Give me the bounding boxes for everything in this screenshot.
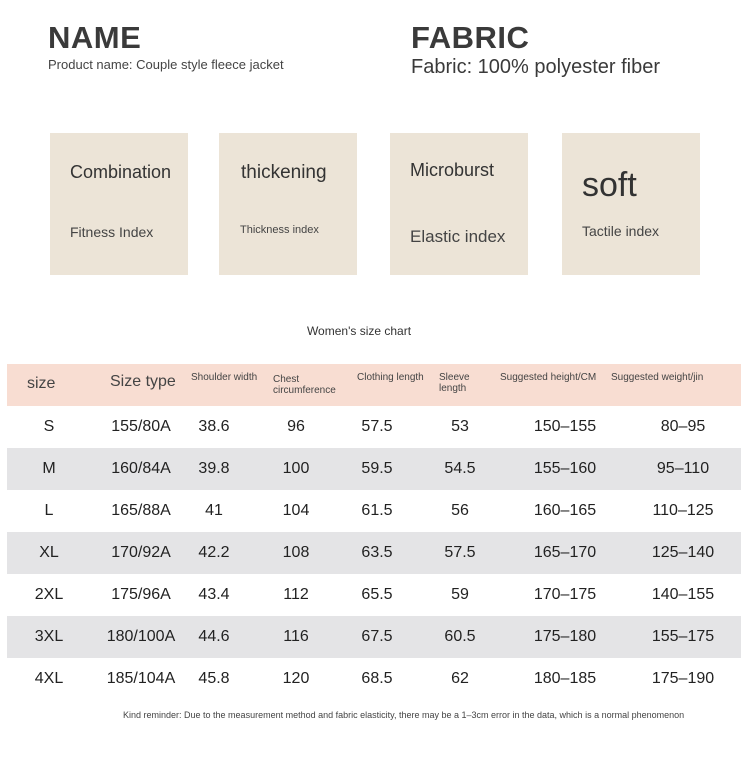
fitness-index-card [50, 133, 188, 275]
size-chart-table [7, 364, 741, 700]
cell-size: 4XL [34, 670, 64, 687]
cell-chest: 120 [282, 670, 310, 687]
cell-weight: 175–190 [651, 670, 715, 687]
cell-sleeve: 59 [451, 586, 469, 603]
elastic-index-card [390, 133, 528, 275]
cell-height: 150–155 [533, 418, 597, 435]
header-chest-circumference: Chest circumference [273, 374, 336, 396]
cell-chest: 96 [287, 418, 305, 435]
cell-size-type: 155/80A [111, 418, 171, 435]
cell-height: 160–165 [533, 502, 597, 519]
name-heading: NAME [48, 20, 142, 55]
cell-height: 175–180 [533, 628, 597, 645]
product-name-text: Product name: Couple style fleece jacket [48, 57, 284, 72]
cell-shoulder: 43.4 [198, 586, 230, 603]
header-shoulder-width: Shoulder width [191, 372, 258, 383]
cell-size-type: 175/96A [111, 586, 171, 603]
card-subtitle: Tactile index [582, 223, 660, 239]
cell-height: 165–170 [533, 544, 597, 561]
header-size-type: Size type [110, 373, 176, 390]
cell-length: 67.5 [361, 628, 393, 645]
cell-weight: 110–125 [652, 502, 714, 519]
cell-sleeve: 62 [451, 670, 469, 687]
cell-shoulder: 38.6 [198, 418, 230, 435]
cell-weight: 140–155 [651, 586, 715, 603]
card-subtitle: Thickness index [240, 224, 319, 236]
cell-size: S [43, 418, 55, 435]
table-row [7, 406, 741, 448]
fabric-text: Fabric: 100% polyester fiber [411, 56, 661, 78]
cell-shoulder: 45.8 [198, 670, 230, 687]
cell-length: 57.5 [361, 418, 393, 435]
table-row [7, 490, 741, 532]
cell-shoulder: 39.8 [198, 460, 230, 477]
card-title: Combination [70, 162, 172, 182]
cell-shoulder: 44.6 [198, 628, 230, 645]
table-row [7, 448, 741, 490]
table-header-row [7, 364, 741, 406]
cell-size: 3XL [34, 628, 64, 645]
cell-chest: 112 [283, 586, 309, 603]
header-sleeve-length: Sleeve length [439, 372, 470, 394]
card-title: Microburst [410, 160, 495, 180]
cell-sleeve: 56 [451, 502, 469, 519]
cell-size: M [42, 460, 56, 477]
cell-length: 61.5 [361, 502, 393, 519]
header-suggested-weight: Suggested weight/jin [611, 372, 704, 383]
cell-height: 155–160 [533, 460, 597, 477]
thickness-index-card [219, 133, 357, 275]
header-clothing-length: Clothing length [357, 372, 424, 383]
header-size: size [27, 375, 56, 392]
size-chart-title: Women's size chart [306, 324, 412, 338]
fabric-heading: FABRIC [411, 20, 530, 55]
cell-chest: 108 [282, 544, 310, 561]
cell-size-type: 160/84A [111, 460, 171, 477]
cell-size-type: 185/104A [106, 670, 176, 687]
card-subtitle: Elastic index [410, 227, 506, 246]
cell-length: 68.5 [361, 670, 393, 687]
cell-sleeve: 54.5 [444, 460, 476, 477]
cell-weight: 95–110 [656, 460, 710, 477]
cell-size-type: 180/100A [106, 628, 176, 645]
table-row [7, 616, 741, 658]
cell-sleeve: 57.5 [444, 544, 476, 561]
card-subtitle: Fitness Index [70, 224, 154, 240]
cell-sleeve: 60.5 [444, 628, 476, 645]
cell-size-type: 170/92A [111, 544, 171, 561]
card-title: thickening [241, 162, 327, 183]
header-suggested-height: Suggested height/CM [500, 372, 597, 383]
table-row [7, 574, 741, 616]
cell-height: 170–175 [533, 586, 597, 603]
cell-size: 2XL [34, 586, 64, 603]
cell-chest: 100 [282, 460, 310, 477]
tactile-index-card [562, 133, 700, 275]
table-row [7, 658, 741, 700]
cell-chest: 116 [283, 628, 309, 645]
cell-weight: 80–95 [660, 418, 706, 435]
table-row [7, 532, 741, 574]
cell-weight: 155–175 [651, 628, 715, 645]
kind-reminder-note: Kind reminder: Due to the measurement method and fabric elasticity, there may be a 1–3cm error in the data, which is a normal phenomenon [123, 710, 685, 720]
cell-weight: 125–140 [651, 544, 715, 561]
fabric-section [411, 20, 660, 79]
cell-length: 63.5 [361, 544, 393, 561]
cell-length: 65.5 [361, 586, 393, 603]
cell-chest: 104 [282, 502, 310, 519]
cell-size: L [44, 502, 54, 519]
cell-shoulder: 41 [205, 502, 223, 519]
cell-shoulder: 42.2 [198, 544, 230, 561]
cell-sleeve: 53 [451, 418, 469, 435]
card-title: soft [582, 166, 637, 204]
cell-size: XL [39, 544, 59, 561]
product-name-section [48, 20, 284, 72]
cell-size-type: 165/88A [111, 502, 171, 519]
cell-length: 59.5 [361, 460, 393, 477]
cell-height: 180–185 [533, 670, 597, 687]
